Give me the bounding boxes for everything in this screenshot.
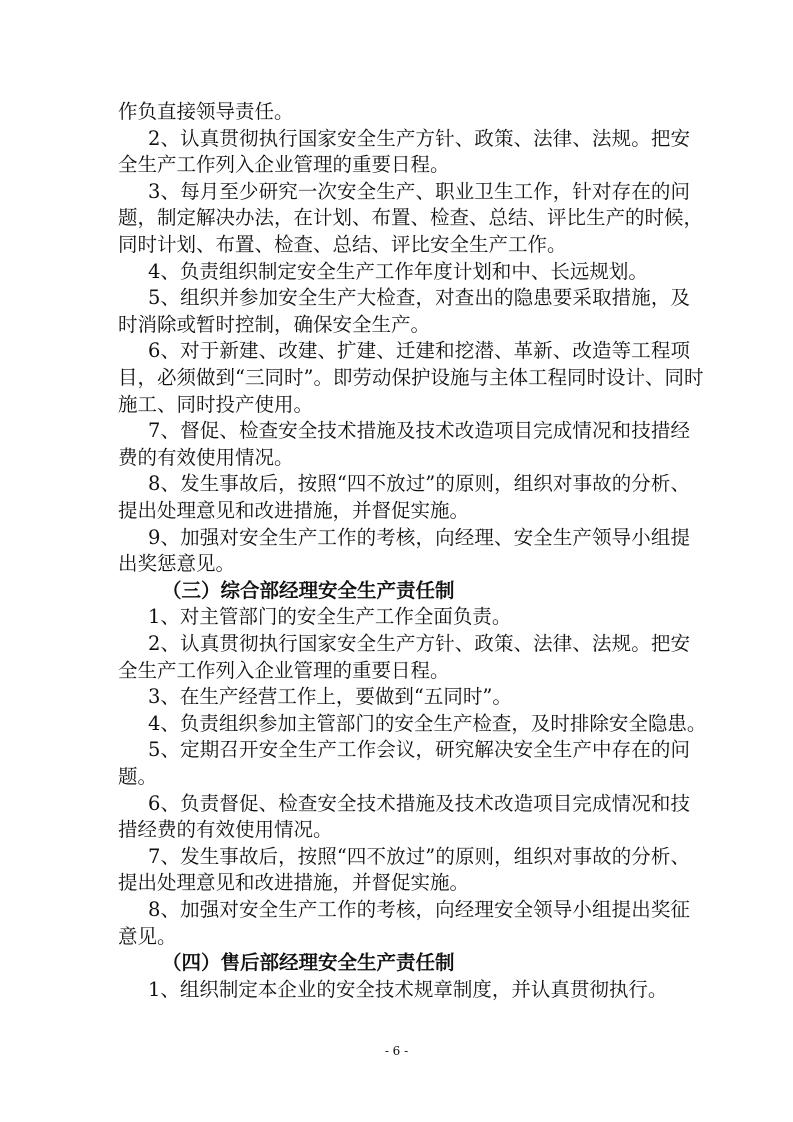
page-number: - 6 -	[384, 1044, 409, 1058]
text-line: 1、对主管部门的安全生产工作全面负责。	[148, 605, 512, 629]
section-heading: （三）综合部经理安全生产责任制	[162, 578, 455, 602]
text-line: 8、发生事故后，按照“四不放过”的原则，组织对事故的分析、	[148, 472, 690, 496]
text-line: 3、每月至少研究一次安全生产、职业卫生工作，针对存在的问	[148, 179, 690, 203]
text-line: 施工、同时投产使用。	[118, 392, 314, 416]
text-line: 7、督促、检查安全技术措施及技术改造项目完成情况和技措经	[148, 419, 690, 443]
text-line: 4、负责组织制定安全生产工作年度计划和中、长远规划。	[148, 259, 648, 283]
section-heading: （四）售后部经理安全生产责任制	[162, 951, 455, 975]
text-line: 全生产工作列入企业管理的重要日程。	[118, 153, 450, 177]
text-line: 7、发生事故后，按照“四不放过”的原则，组织对事故的分析、	[148, 844, 690, 868]
text-line: 全生产工作列入企业管理的重要日程。	[118, 658, 450, 682]
text-line: 费的有效使用情况。	[118, 445, 294, 469]
text-line: 5、定期召开安全生产工作会议，研究解决安全生产中存在的问	[148, 738, 690, 762]
text-line: 措经费的有效使用情况。	[118, 818, 333, 842]
text-line: 2、认真贯彻执行国家安全生产方针、政策、法律、法规。把安	[148, 126, 690, 150]
text-line: 4、负责组织参加主管部门的安全生产检查，及时排除安全隐患。	[148, 711, 707, 735]
text-line: 提出处理意见和改进措施，并督促实施。	[118, 499, 470, 522]
text-line: 6、对于新建、改建、扩建、迁建和挖潜、革新、改造等工程项	[148, 339, 690, 363]
text-line: 5、组织并参加安全生产大检查，对查出的隐患要采取措施，及	[148, 286, 690, 310]
text-line: 6、负责督促、检查安全技术措施及技术改造项目完成情况和技	[148, 791, 690, 815]
text-line: 目，必须做到“三同时”。即劳动保护设施与主体工程同时设计、同时	[118, 366, 704, 389]
text-line: 提出处理意见和改进措施，并督促实施。	[118, 871, 470, 895]
text-line: 时消除或暂时控制，确保安全生产。	[118, 312, 431, 336]
text-line: 出奖惩意见。	[118, 552, 236, 576]
text-line: 题，制定解决办法，在计划、布置、检查、总结、评比生产的时候，	[118, 206, 704, 230]
text-line: 3、在生产经营工作上，要做到“五同时”。	[148, 685, 512, 709]
text-line: 2、认真贯彻执行国家安全生产方针、政策、法律、法规。把安	[148, 632, 690, 655]
text-line: 作负直接领导责任。	[118, 100, 294, 123]
text-line: 1、组织制定本企业的安全技术规章制度，并认真贯彻执行。	[148, 977, 668, 1001]
text-line: 意见。	[118, 924, 177, 948]
text-line: 题。	[118, 765, 158, 788]
text-line: 9、加强对安全生产工作的考核，向经理、安全生产领导小组提	[148, 525, 690, 549]
text-line: 同时计划、布置、检查、总结、评比安全生产工作。	[118, 233, 567, 256]
text-line: 8、加强对安全生产工作的考核，向经理安全领导小组提出奖征	[148, 898, 690, 921]
